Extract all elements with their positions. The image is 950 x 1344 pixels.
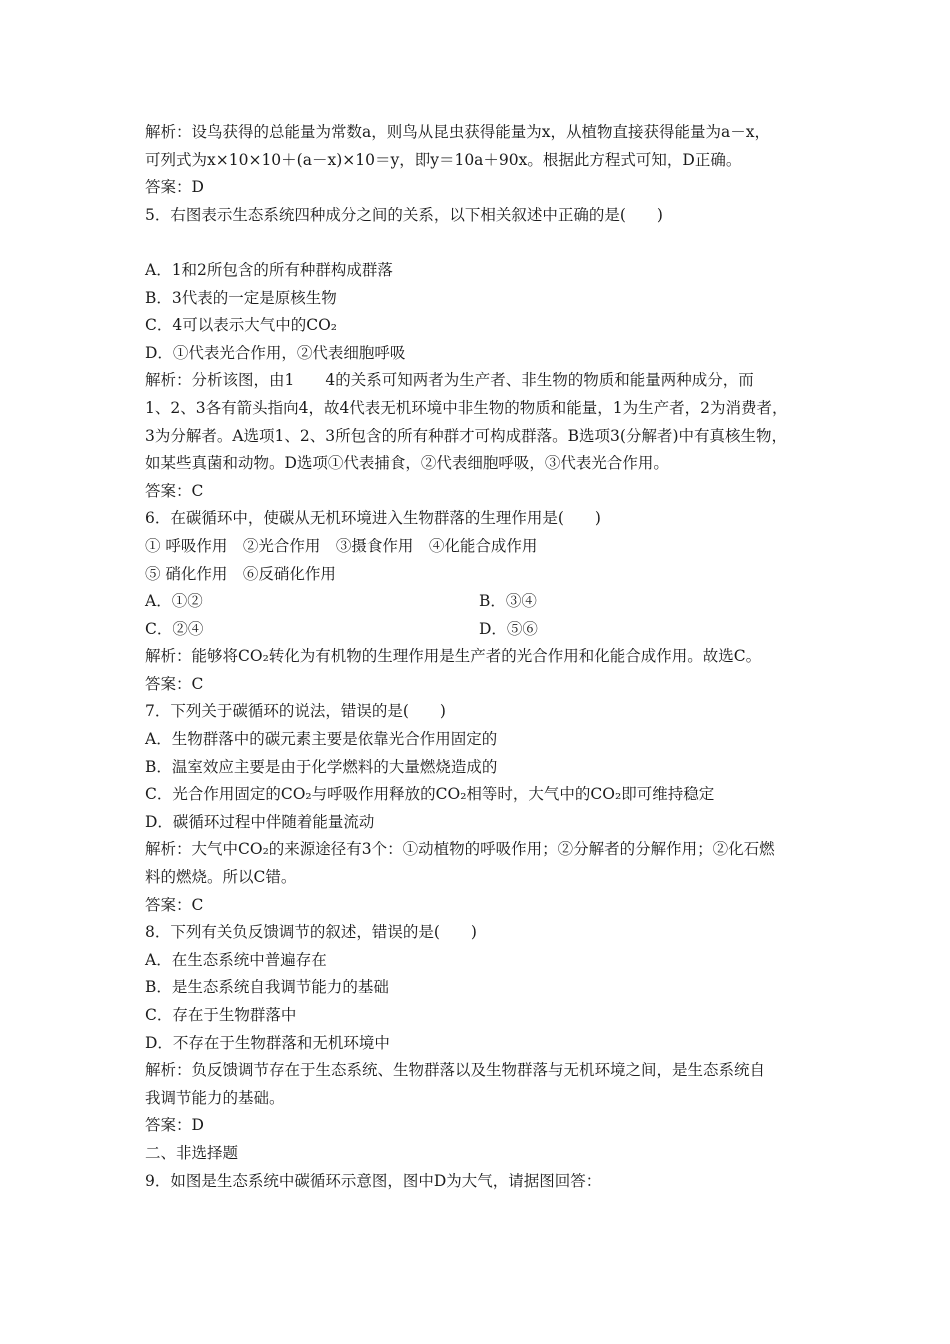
q8-answer: 答案：D	[145, 1116, 204, 1135]
q6-items-line: ① 呼吸作用 ②光合作用 ③摄食作用 ④化能合成作用	[145, 536, 538, 555]
q7-option-b: B．温室效应主要是由于化学燃料的大量燃烧造成的	[145, 757, 498, 776]
q6-options-row	[145, 588, 835, 616]
q7-answer: 答案：C	[145, 895, 204, 914]
q9-stem: 9．如图是生态系统中碳循环示意图，图中D为大气，请据图回答：	[145, 1171, 602, 1190]
q6-options-row	[145, 616, 835, 644]
q5-option-a: A．1和2所包含的所有种群构成群落	[145, 260, 393, 279]
q8-analysis-line: 解析：负反馈调节存在于生态系统、生物群落以及生物群落与无机环境之间，是生态系统自	[145, 1061, 766, 1080]
q8-option-d: D．不存在于生物群落和无机环境中	[145, 1033, 390, 1052]
q5-option-c: C．4可以表示大气中的CO₂	[145, 316, 338, 335]
q8-option-a: A．在生态系统中普遍存在	[145, 950, 327, 969]
q7-analysis-line: 料的燃烧。所以C错。	[145, 868, 297, 887]
q8-stem: 8．下列有关负反馈调节的叙述，错误的是( )	[145, 923, 477, 942]
q7-option-a: A．生物群落中的碳元素主要是依靠光合作用固定的	[145, 730, 498, 749]
q6-items-line: ⑤ 硝化作用 ⑥反硝化作用	[145, 564, 336, 583]
q8-option-b: B．是生态系统自我调节能力的基础	[145, 978, 389, 997]
q6-answer: 答案：C	[145, 674, 204, 693]
q7-stem: 7．下列关于碳循环的说法，错误的是( )	[145, 702, 446, 721]
q6-analysis: 解析：能够将CO₂转化为有机物的生理作用是生产者的光合作用和化能合成作用。故选C。	[145, 647, 762, 666]
q7-analysis-line: 解析：大气中CO₂的来源途径有3个：①动植物的呼吸作用；②分解者的分解作用；②化石燃	[145, 840, 775, 859]
q5-stem: 5．右图表示生态系统四种成分之间的关系，以下相关叙述中正确的是( )	[145, 205, 663, 224]
q6-stem: 6．在碳循环中，使碳从无机环境进入生物群落的生理作用是( )	[145, 509, 601, 528]
q5-option-b: B．3代表的一定是原核生物	[145, 288, 337, 307]
q6-option-b: B．③④	[479, 592, 537, 611]
q5-analysis-line: 3为分解者。A选项1、2、3所包含的所有种群才可构成群落。B选项3(分解者)中有真核生物，	[145, 426, 787, 445]
q7-option-d: D．碳循环过程中伴随着能量流动	[145, 812, 375, 831]
q5-option-d: D．①代表光合作用，②代表细胞呼吸	[145, 343, 406, 362]
q5-analysis-line: 如某些真菌和动物。D选项①代表捕食，②代表细胞呼吸，③代表光合作用。	[145, 454, 669, 473]
q5-analysis-line: 解析：分析该图，由1 4的关系可知两者为生产者、非生物的物质和能量两种成分，而	[145, 371, 754, 390]
q5-answer: 答案：C	[145, 481, 204, 500]
q7-option-c: C．光合作用固定的CO₂与呼吸作用释放的CO₂相等时，大气中的CO₂即可维持稳定	[145, 785, 715, 804]
q8-analysis-line: 我调节能力的基础。	[145, 1088, 285, 1107]
document-page	[145, 119, 835, 1195]
q8-option-c: C．存在于生物群落中	[145, 1006, 297, 1024]
q4-analysis-line: 解析：设鸟获得的总能量为常数a，则鸟从昆虫获得能量为x，从植物直接获得能量为a－x，	[145, 123, 770, 141]
q6-option-c: C．②④	[145, 619, 204, 638]
figure-gap	[145, 229, 835, 257]
q4-analysis-line: 可列式为x×10×10＋(a－x)×10＝y，即y＝10a＋90x。根据此方程式可知，D正确。	[145, 150, 742, 169]
section-heading: 二、非选择题	[145, 1143, 239, 1162]
q6-option-a: A．①②	[145, 592, 203, 611]
q5-analysis-line: 1、2、3各有箭头指向4，故4代表无机环境中非生物的物质和能量，1为生产者，2为消费者，	[145, 398, 788, 417]
q4-answer: 答案：D	[145, 178, 204, 197]
q6-option-d: D．⑤⑥	[479, 619, 538, 638]
